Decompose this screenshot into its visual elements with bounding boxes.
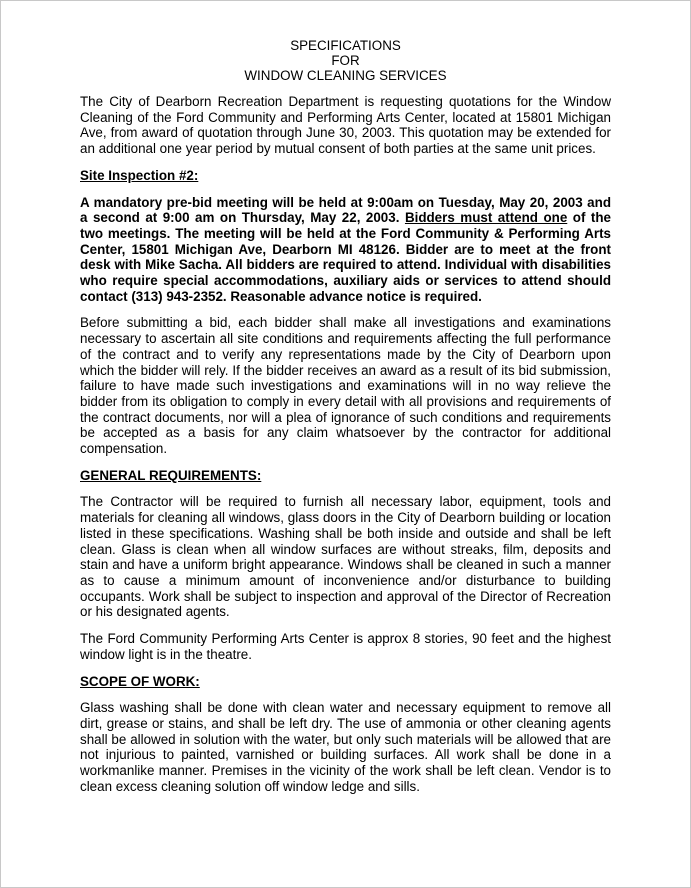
document-title — [80, 38, 611, 83]
site-inspection-text-after: of the two meetings. The meeting will be held at the Ford Community & Performing Arts Center, 15801 Michigan Ave, Dearborn MI 48126. Bidder are to meet at the front desk with Mike Sacha. All bidders are required to attend. Individual with disabilities who require special accommodations, auxiliary aids or services to attend should contact (313) 943-2352. Reasonable advance notice is required. — [80, 210, 611, 304]
ford-center-paragraph: The Ford Community Performing Arts Center is approx 8 stories, 90 feet and the highest window light is in the theatre. — [80, 631, 611, 662]
site-inspection-heading: Site Inspection #2: — [80, 167, 199, 183]
site-inspection-underlined-text: Bidders must attend one — [404, 210, 568, 226]
before-bid-paragraph: Before submitting a bid, each bidder shall make all investigations and examinations necessary to ascertain all site conditions and requirements affecting the full performance of the contract and to verify any representations made by the City of Dearborn upon which the bidder will rely. If the bidder receives an award as a result of its bid submission, failure to have made such investigations and examinations will in no way relieve the bidder from its obligation to comply in every detail with all provisions and requirements of the contract documents, nor will a plea of ignorance of such conditions and requirements be accepted as a basis for any claim whatsoever by the contractor for additional compensation. — [80, 315, 611, 457]
general-requirements-heading: GENERAL REQUIREMENTS: — [80, 467, 262, 483]
glass-washing-paragraph: Glass washing shall be done with clean water and necessary equipment to remove all dirt, grease or stains, and shall be left dry. The use of ammonia or other cleaning agents shall be allowed in solution with the water, but only such materials will be allowed that are not injurious to painted, varnished or building surfaces. All work shall be done in a workmanlike manner. Premises in the vicinity of the work shall be left clean. Vendor is to clean excess cleaning solution off window ledge and sills. — [80, 700, 611, 794]
intro-paragraph: The City of Dearborn Recreation Department is requesting quotations for the Window Cleaning of the Ford Community and Performing Arts Center, located at 15801 Michigan Ave, from award of quotation through June 30, 2003. This quotation may be extended for an additional one year period by mutual consent of both parties at the same unit prices. — [80, 94, 611, 157]
title-line-1: SPECIFICATIONS — [290, 38, 401, 53]
contractor-paragraph: The Contractor will be required to furnish all necessary labor, equipment, tools and materials for cleaning all windows, glass doors in the City of Dearborn building or location listed in these specifications. Washing shall be both inside and outside and shall be left clean. Glass is clean when all window surfaces are without streaks, film, deposits and stain and have a uniform bright appearance. Windows shall be cleaned in such a manner as to cause a minimum amount of inconvenience and/or disturbance to building occupants. Work shall be subject to inspection and approval of the Director of Recreation or his designated agents. — [80, 494, 611, 620]
site-inspection-paragraph — [80, 195, 611, 305]
document-content — [80, 38, 611, 794]
scope-of-work-heading: SCOPE OF WORK: — [80, 673, 200, 689]
site-inspection-text-before: A mandatory pre-bid meeting will be held at 9:00am on Tuesday, May 20, 2003 and a second at 9:00 am on Thursday, May 22, 2003. — [80, 194, 611, 226]
title-line-2: FOR — [331, 53, 360, 68]
title-line-3: WINDOW CLEANING SERVICES — [244, 68, 447, 83]
